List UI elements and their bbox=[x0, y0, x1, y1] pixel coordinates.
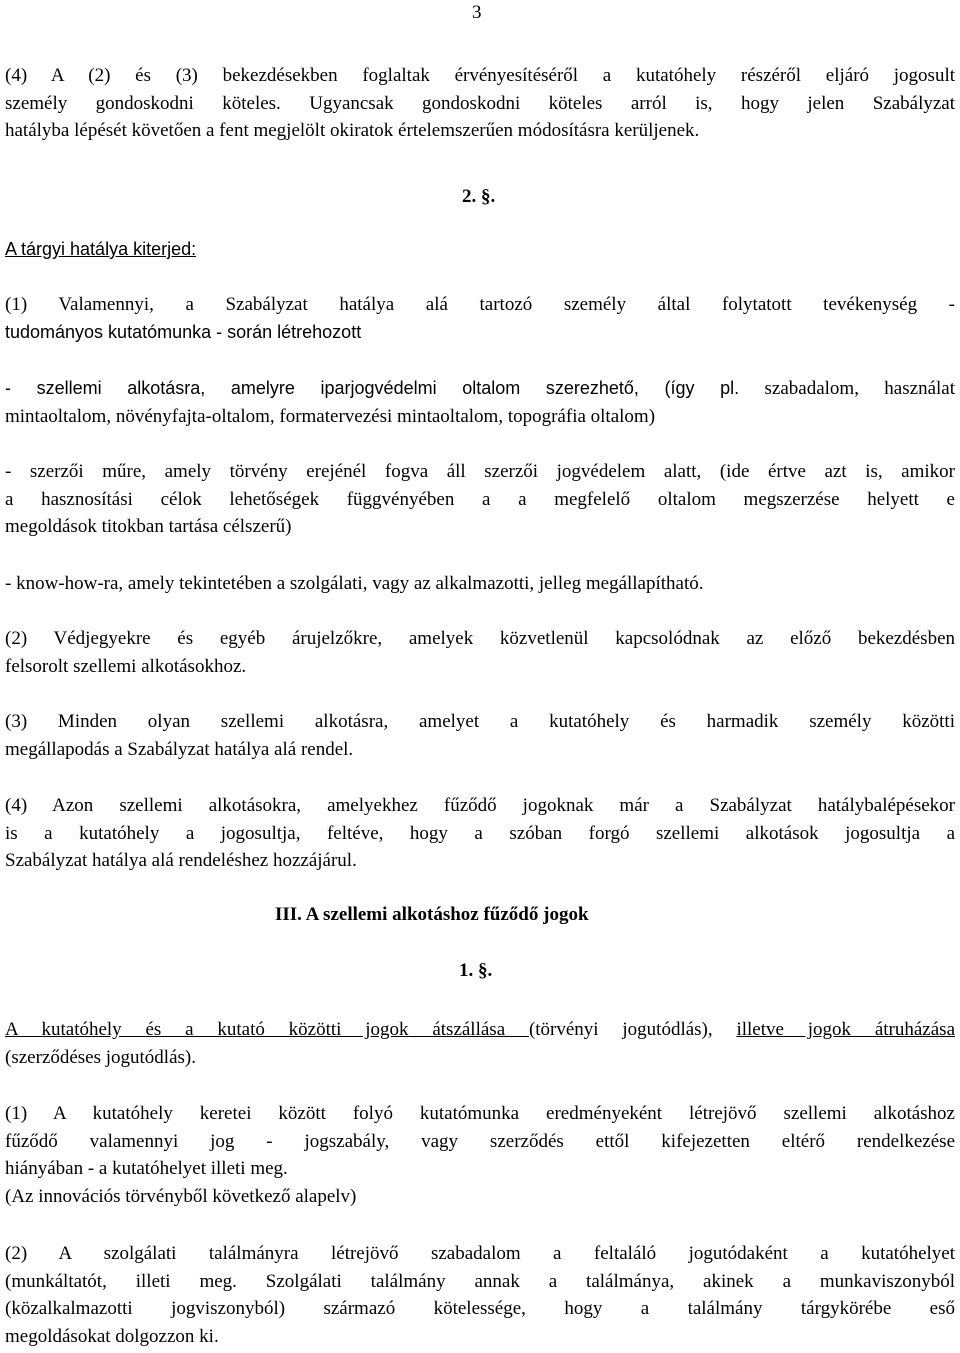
text-line: (4) Azon szellemi alkotásokra, amelyekhez fűződő jogoknak már a Szabályzat hatálybalépésekor bbox=[5, 795, 955, 816]
paragraph-know-how bbox=[5, 570, 955, 598]
text-line: megoldásokat dolgozzon ki. bbox=[5, 1325, 219, 1347]
text-line: megoldások titokban tartása célszerű) bbox=[5, 516, 292, 537]
text-line: fűződő valamennyi jog - jogszabály, vagy szerződés ettől kifejezetten eltérő rendelkezése bbox=[5, 1130, 955, 1152]
text-line: a hasznosítási célok lehetőségek függvényében a a megfelelő oltalom megszerzése helyett e bbox=[5, 488, 955, 510]
text-line: (1) A kutatóhely keretei között folyó kutatómunka eredményeként létrejövő szellemi alkotáshoz bbox=[5, 1103, 955, 1124]
text-line: - szerzői műre, amely törvény erejénél fogva áll szerzői jogvédelem alatt, (ide értve azt is, amikor bbox=[5, 461, 955, 482]
paragraph-scope-2 bbox=[5, 625, 955, 680]
text-line: (1) Valamennyi, a Szabályzat hatálya alá tartozó személy által folytatott tevékenység - bbox=[5, 294, 955, 315]
paragraph-scope-4 bbox=[5, 792, 955, 875]
section-heading-2: 2. §. bbox=[462, 186, 496, 207]
paragraph-intro-4 bbox=[5, 62, 955, 145]
scope-title: A tárgyi hatálya kiterjed: bbox=[5, 239, 197, 259]
text-line: hatályba lépését követően a fent megjelölt okiratok értelemszerűen módosításra kerüljenek. bbox=[5, 120, 700, 141]
text-line: (2) Védjegyekre és egyéb árujelzőkre, amelyek közvetlenül kapcsolódnak az előző bekezdésben bbox=[5, 628, 955, 649]
text-span: - szellemi alkotásra, amelyre iparjogvédelmi oltalom szerezhető, (így pl. bbox=[5, 378, 740, 398]
paragraph-industrial-property bbox=[5, 375, 955, 430]
text-line: (szerződéses jogutódlás). bbox=[5, 1046, 196, 1068]
text-line: - know-how-ra, amely tekintetében a szolgálati, vagy az alkalmazotti, jelleg megállapítható. bbox=[5, 573, 704, 594]
page-number: 3 bbox=[472, 2, 482, 23]
paragraph-transfer-title bbox=[5, 1016, 955, 1071]
text-line: hiányában - a kutatóhelyet illeti meg. bbox=[5, 1158, 288, 1179]
text-line: (közalkalmazotti jogviszonyból) származó kötelessége, hogy a találmány tárgykörébe eső bbox=[5, 1298, 955, 1319]
paragraph-rights-2 bbox=[5, 1240, 955, 1350]
text-line: (2) A szolgálati találmányra létrejövő szabadalom a feltaláló jogutódaként a kutatóhelyet bbox=[5, 1243, 955, 1264]
paragraph-scope-3 bbox=[5, 708, 955, 763]
text-line bbox=[5, 375, 955, 403]
text-line: (Az innovációs törvényből következő alapelv) bbox=[5, 1185, 357, 1207]
underlined-text: A kutatóhely és a kutató közötti jogok átszállása bbox=[5, 1019, 529, 1040]
paragraph-scope-1 bbox=[5, 291, 955, 346]
text-line: személy gondoskodni köteles. Ugyancsak gondoskodni köteles arról is, hogy jelen Szabályzat bbox=[5, 92, 955, 114]
underlined-text: illetve jogok átruházása bbox=[736, 1019, 955, 1040]
text-span: (törvényi jogutódlás), bbox=[528, 1019, 737, 1040]
text-line: megállapodás a Szabályzat hatálya alá rendel. bbox=[5, 738, 354, 760]
text-line bbox=[5, 1016, 955, 1044]
chapter-heading: III. A szellemi alkotáshoz fűződő jogok bbox=[275, 904, 589, 925]
text-line: mintaoltalom, növényfajta-oltalom, formatervezési mintaoltalom, topográfia oltalom) bbox=[5, 405, 656, 427]
text-line: (4) A (2) és (3) bekezdésekben foglaltak érvényesítéséről a kutatóhely részéről eljáró jogosult bbox=[5, 65, 955, 86]
paragraph-copyright bbox=[5, 458, 955, 541]
text-line: tudományos kutatómunka - során létrehozott bbox=[5, 321, 362, 342]
text-line: felsorolt szellemi alkotásokhoz. bbox=[5, 655, 247, 677]
text-line: Szabályzat hatálya alá rendeléshez hozzájárul. bbox=[5, 850, 357, 871]
text-line: (munkáltatót, illeti meg. Szolgálati találmány annak a találmánya, akinek a munkaviszonyból bbox=[5, 1270, 955, 1292]
text-span: szabadalom, használat bbox=[739, 378, 955, 399]
paragraph-rights-1 bbox=[5, 1100, 955, 1210]
text-line: (3) Minden olyan szellemi alkotásra, amelyet a kutatóhely és harmadik személy közötti bbox=[5, 711, 955, 732]
section-heading-1: 1. §. bbox=[459, 960, 493, 981]
text-line: is a kutatóhely a jogosultja, feltéve, hogy a szóban forgó szellemi alkotások jogosultja a bbox=[5, 822, 955, 844]
